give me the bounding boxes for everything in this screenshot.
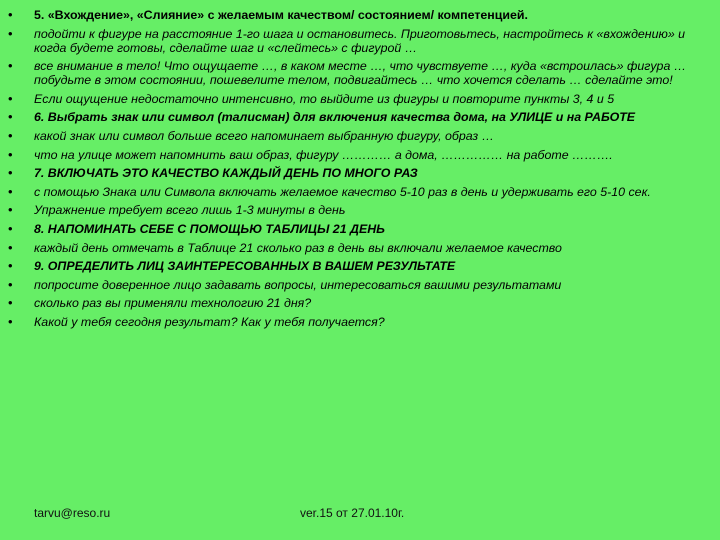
bullet-marker: • <box>8 239 13 255</box>
bullet-marker: • <box>8 7 13 22</box>
list-item <box>8 110 698 124</box>
bullet-marker: • <box>8 183 13 199</box>
bullet-list <box>8 8 698 334</box>
bullet-text: с помощью Знака или Символа включать желаемое качество 5-10 раз в день и удерживать его 5-10 сек. <box>34 184 651 199</box>
list-item <box>8 129 698 143</box>
list-item <box>8 315 698 329</box>
bullet-marker: • <box>8 220 13 236</box>
bullet-text: 6. Выбрать знак или символ (талисман) для включения качества дома, на УЛИЦЕ и на РАБОТЕ <box>34 110 636 125</box>
list-item <box>8 166 698 180</box>
list-item <box>8 92 698 106</box>
bullet-text: попросите доверенное лицо задавать вопросы, интересоваться вашими результатами <box>34 277 562 292</box>
bullet-text: каждый день отмечать в Таблице 21 сколько раз в день вы включали желаемое качество <box>34 240 562 255</box>
list-item <box>8 278 698 292</box>
list-item <box>8 203 698 217</box>
bullet-marker: • <box>8 295 13 311</box>
bullet-marker: • <box>8 165 13 181</box>
bullet-text: 5. «Вхождение», «Слияние» с желаемым качеством/ состоянием/ компетенцией. <box>34 8 528 22</box>
bullet-marker: • <box>8 58 13 74</box>
bullet-marker: • <box>8 90 13 106</box>
footer-version: ver.15 от 27.01.10г. <box>300 506 405 520</box>
bullet-text: Упражнение требует всего лишь 1-3 минуты в день <box>34 203 346 218</box>
list-item <box>8 148 698 162</box>
bullet-marker: • <box>8 313 13 329</box>
bullet-marker: • <box>8 258 13 274</box>
bullet-text: Если ощущение недостаточно интенсивно, то выйдите из фигуры и повторите пункты 3, 4 и 5 <box>34 91 615 106</box>
bullet-marker: • <box>8 127 13 143</box>
list-item <box>8 296 698 310</box>
list-item <box>8 8 698 22</box>
list-item <box>8 259 698 273</box>
bullet-text: 9. ОПРЕДЕЛИТЬ ЛИЦ ЗАИНТЕРЕСОВАННЫХ В ВАШЕМ РЕЗУЛЬТАТЕ <box>34 259 456 274</box>
list-item <box>8 59 698 87</box>
bullet-marker: • <box>8 146 13 162</box>
bullet-text: все внимание в тело! Что ощущаете …, в каком месте …, что чувствуете …, куда «встроилась» фигура … побудьте в этом состоянии, пошевелите телом, подвигайтесь … что хочется сделать … сделайте это! <box>34 59 687 88</box>
bullet-marker: • <box>8 202 13 218</box>
bullet-text: 7. ВКЛЮЧАТЬ ЭТО КАЧЕСТВО КАЖДЫЙ ДЕНЬ ПО МНОГО РАЗ <box>34 166 418 181</box>
list-item <box>8 222 698 236</box>
list-item <box>8 241 698 255</box>
bullet-text: сколько раз вы применяли технологию 21 дня? <box>34 296 312 311</box>
bullet-text: какой знак или символ больше всего напоминает выбранную фигуру, образ … <box>34 128 494 143</box>
list-item <box>8 27 698 55</box>
bullet-text: что на улице может напомнить ваш образ, фигуру ………… а дома, …………… на работе ………. <box>34 147 613 162</box>
bullet-marker: • <box>8 25 13 41</box>
bullet-text: подойти к фигуре на расстояние 1-го шага и остановитесь. Приготовьтесь, настройтесь к «вхождению» и когда будете готовы, сделайте шаг и «слейтесь» с фигурой … <box>34 26 686 55</box>
bullet-text: Какой у тебя сегодня результат? Как у тебя получается? <box>34 314 385 329</box>
footer-email: tarvu@reso.ru <box>34 506 111 520</box>
bullet-marker: • <box>8 109 13 125</box>
bullet-text: 8. НАПОМИНАТЬ СЕБЕ С ПОМОЩЬЮ ТАБЛИЦЫ 21 ДЕНЬ <box>34 221 385 236</box>
bullet-marker: • <box>8 276 13 292</box>
list-item <box>8 185 698 199</box>
